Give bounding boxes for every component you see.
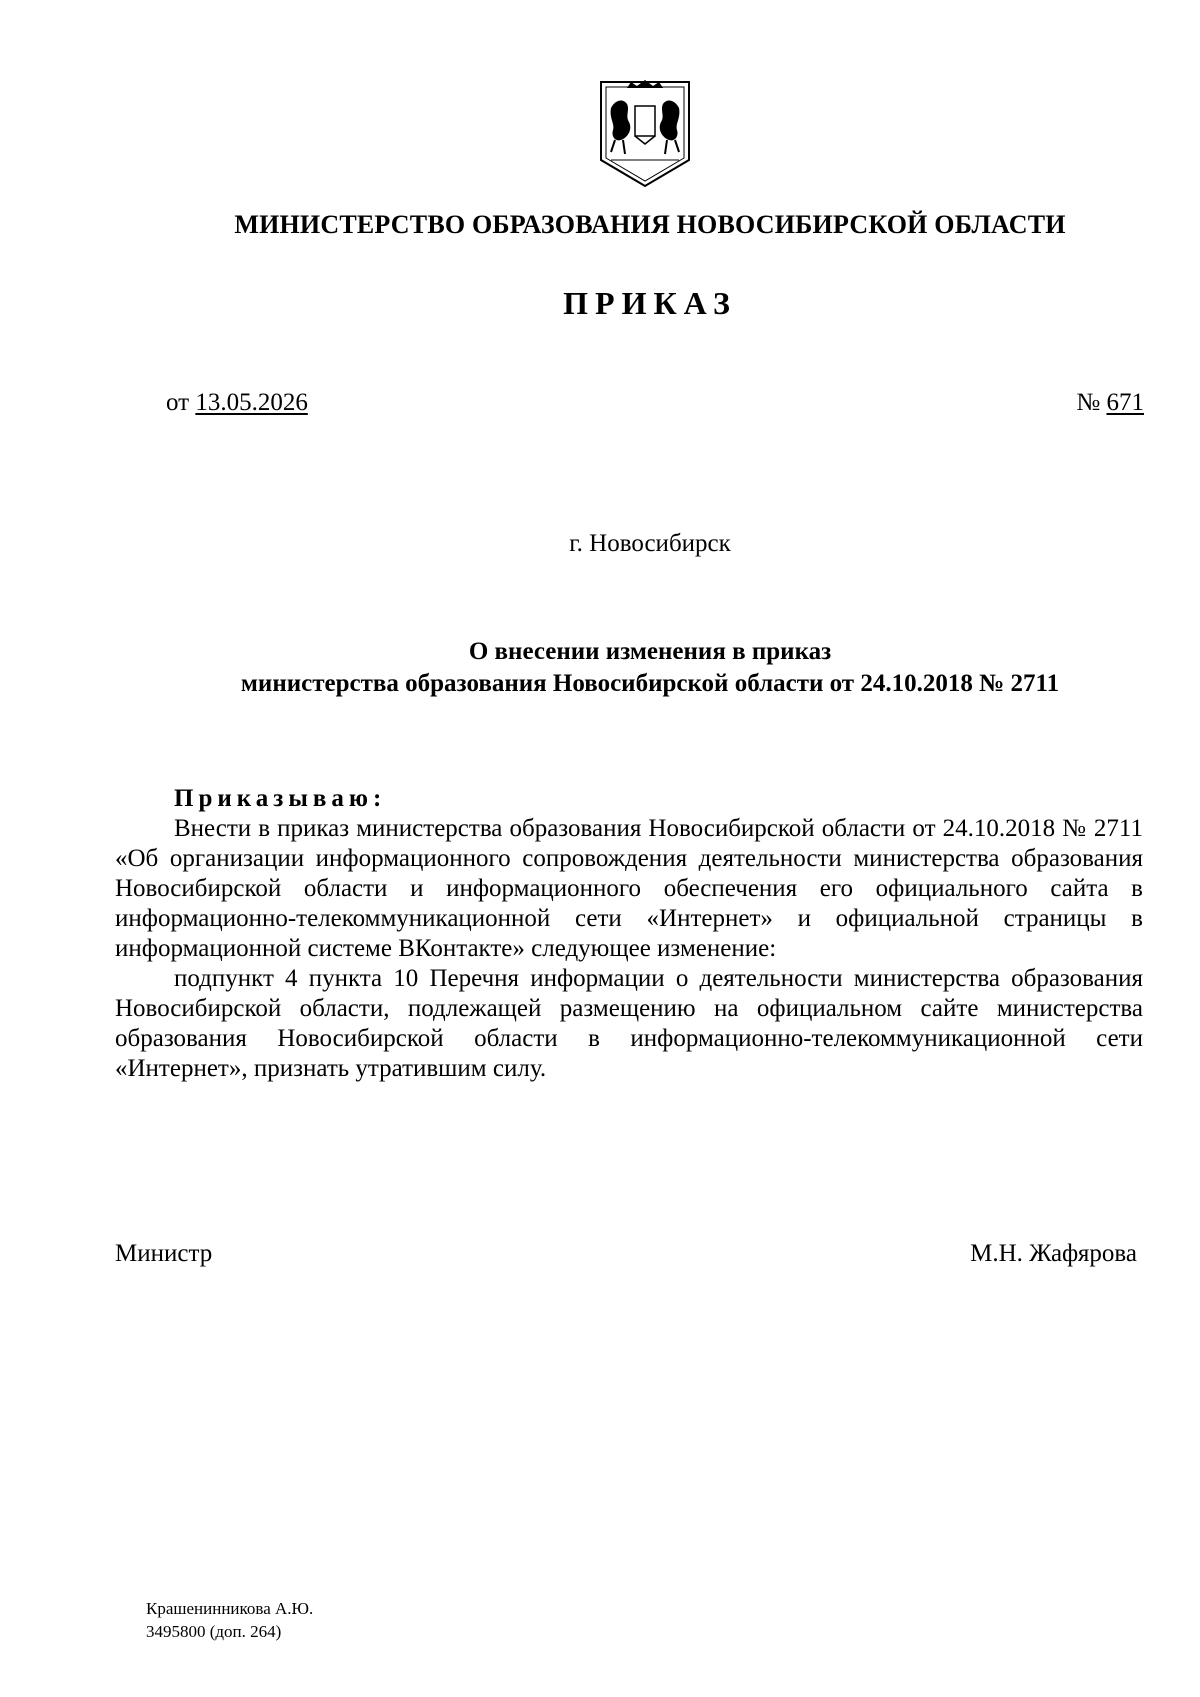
command-word: Приказываю: bbox=[174, 785, 387, 812]
subject-line-1: О внесении изменения в приказ bbox=[468, 638, 832, 665]
date-prefix: от bbox=[166, 389, 190, 416]
signatory-position: Министр bbox=[115, 1240, 213, 1267]
order-subject bbox=[0, 636, 1200, 700]
document-type-title: ПРИКАЗ bbox=[563, 285, 737, 321]
signatory-name: М.Н. Жафярова bbox=[970, 1240, 1137, 1267]
body-paragraph-2: подпункт 4 пункта 10 Перечня информации о деятельности министерства образования Новосибирской области, подлежащей размещению на официальном сайте министерства образования Новосибирской области в информационно-телекоммуникационной сети «Интернет», признать утратившим силу. bbox=[115, 965, 1143, 1082]
novosibirsk-coat-of-arms-icon bbox=[597, 78, 693, 190]
number-value: 671 bbox=[1106, 389, 1144, 416]
order-date bbox=[166, 389, 308, 417]
subject-line-2: министерства образования Новосибирской области от 24.10.2018 № 2711 bbox=[240, 670, 1060, 697]
order-body bbox=[115, 784, 1143, 1084]
executor-phone: 3495800 (доп. 264) bbox=[146, 1622, 282, 1641]
city-name: г. Новосибирск bbox=[569, 530, 731, 557]
executor-name: Крашенинникова А.Ю. bbox=[146, 1599, 314, 1618]
body-paragraph-1: Внести в приказ министерства образования Новосибирской области от 24.10.2018 № 2711 «Об организации информационного сопровождения деятельности министерства образования Новосибирской области и информационного обеспечения его официального сайта в информационно-телекоммуникационной сети «Интернет» и официальной страницы в информационной системе ВКонтакте» следующее изменение: bbox=[115, 815, 1143, 962]
order-number bbox=[1076, 389, 1144, 417]
executor-info bbox=[146, 1597, 313, 1643]
date-value: 13.05.2026 bbox=[195, 389, 308, 416]
ministry-name: МИНИСТЕРСТВО ОБРАЗОВАНИЯ НОВОСИБИРСКОЙ ОБЛАСТИ bbox=[234, 210, 1066, 239]
number-prefix: № bbox=[1076, 389, 1101, 416]
